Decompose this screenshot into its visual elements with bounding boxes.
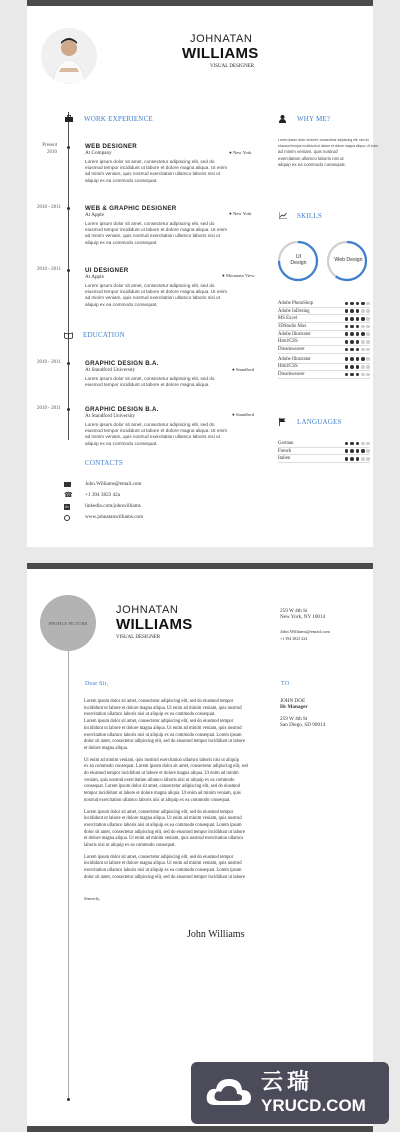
letter-line: incididunt ut labore et dolore magna aliqua. Ut enim ad minim veniam, quis nostrud	[84, 861, 242, 867]
level-dot	[345, 457, 349, 461]
last-name: WILLIAMS	[182, 45, 259, 62]
desc-line: aliquip ex ea commodo consequat.	[85, 239, 158, 245]
linkedin-icon: in	[65, 503, 69, 509]
level-dot	[356, 317, 360, 321]
desc-line: eiusmod tempor incididunt ut labore et dolore magna aliqua. Ut enim	[85, 428, 228, 434]
skill-name: Adobe Illustrator	[278, 331, 311, 337]
avatar	[41, 28, 97, 84]
work-description	[85, 283, 245, 308]
desc-line: Lorem ipsum dolor sit amet, consectetur adipiscing elit, sed do	[85, 159, 215, 164]
letter-line: laboris nisi ut aliquip ex ea commodo consequat.	[84, 843, 176, 849]
skills-title: SKILLS	[297, 212, 322, 220]
job-subtitle: VISUAL DESIGNER	[116, 635, 161, 640]
address-line: 259 W 4th St	[280, 608, 308, 614]
letter-line: incididunt ut labore et dolore magna aliqua. Ut enim ad minim veniam, quis nostrud	[84, 725, 242, 731]
level-dot	[366, 357, 370, 361]
work-date: Present	[42, 143, 57, 148]
skill-row	[278, 331, 370, 339]
desc-line: eiusmod tempor incididunt ut labore et dolore magna aliqua. Ut enim	[85, 165, 228, 171]
level-dot	[366, 457, 370, 461]
letter-line: et dolore magna aliqua. Ut enim ad minim veniam, quis nostrud exercitation ullamco	[84, 836, 244, 842]
edu-description	[85, 376, 245, 388]
desc-line: eiusmod tempor incididunt ut labore et dolore magna aliqua. Ut enim	[278, 144, 378, 149]
timeline-dot	[67, 146, 70, 149]
letter-body	[84, 699, 260, 887]
skill-level-dots	[345, 457, 370, 461]
letter-line: Lorem ipsum dolor sit amet, consectetur adipiscing elit, sed do eiusmod tempor	[84, 699, 234, 704]
contact-phone: +1 394 3823 42a	[85, 492, 121, 499]
letter-line: Ut enim ad minim veniam, quis nostrud exercitation ullamco laboris nisi ut aliquip	[84, 757, 240, 763]
level-dot	[356, 365, 360, 369]
contact-list	[64, 479, 143, 523]
contact-row	[64, 490, 143, 501]
work-location	[229, 150, 252, 156]
level-dot	[350, 449, 354, 453]
level-dot	[350, 309, 354, 313]
skill-level-dots	[345, 302, 370, 306]
contact-row	[64, 512, 143, 523]
language-row	[278, 448, 370, 456]
location-pin-icon: ●	[229, 211, 232, 216]
level-dot	[345, 373, 349, 377]
skill-level-dots	[345, 332, 370, 336]
cloud-logo-icon	[203, 1073, 255, 1113]
letter-line: do eiusmod tempor incididunt ut labore et dolore magna aliqua. Ut enim ad minim	[84, 771, 239, 777]
work-location-text: New York	[232, 150, 252, 155]
person-icon	[278, 114, 286, 123]
level-dot	[356, 340, 360, 344]
edu-school: At Standford University	[85, 413, 136, 419]
level-dot	[350, 332, 354, 336]
skill-level-dots	[345, 365, 370, 369]
letter-line: nostrud exercitation ullamco laboris nisi ut aliquip ex ea commodo consequat.	[84, 797, 231, 803]
level-dot	[350, 340, 354, 344]
skill-circle-label-ui	[277, 254, 320, 266]
language-row	[278, 455, 370, 463]
timeline-dot	[67, 207, 70, 210]
skill-row	[278, 371, 370, 379]
letter-line: dolor sit amet, consectetur adipiscing elit, sed do eiusmod tempor incididunt ut labore	[84, 874, 245, 880]
skill-name: Adobe InDesing	[278, 308, 310, 314]
level-dot	[366, 348, 370, 352]
location-pin-icon: ●	[229, 150, 232, 155]
desc-line: Lorem ipsum dolor sit amet, consectetur adipiscing elit, sed do	[85, 283, 215, 288]
edu-school: At Standford University	[85, 367, 136, 373]
language-row	[278, 440, 370, 448]
contact-row	[64, 501, 143, 512]
sender-email[interactable]: John.Williams@email.com	[280, 629, 330, 634]
letter-closing: Sincerly,	[84, 896, 101, 901]
letter-line: veniam, quis nostrud exercitation ullamco laboris nisi ut aliquip ex ea commodo	[84, 777, 235, 783]
desc-line: ad minim veniam, quis nostrud exercitation ullamco laboris nisi ut	[85, 434, 220, 440]
work-date: 2010 - 2011	[37, 267, 61, 272]
level-dot	[366, 442, 370, 446]
level-dot	[361, 442, 365, 446]
skill-row	[278, 364, 370, 372]
level-dot	[350, 348, 354, 352]
recipient-name: JOHN DOE	[280, 698, 306, 704]
letter-line: dolor sit amet, consectetur adipiscing elit, sed do eiusmod tempor incididunt ut labore	[84, 829, 245, 835]
skill-name: MS Excel	[278, 316, 298, 322]
level-dot	[366, 365, 370, 369]
level-dot	[366, 332, 370, 336]
level-dot	[345, 449, 349, 453]
location-pin-icon: ●	[222, 273, 225, 278]
level-dot	[345, 348, 349, 352]
letter-line: consequat. Lorem ipsum dolor sit amet, consectetur adipiscing elit, sed do eiusmod	[84, 784, 240, 790]
edu-date: 2010 - 2011	[37, 360, 61, 365]
letter-line: Lorem ipsum dolor sit amet, consectetur adipiscing elit, sed do eiusmod tempor	[84, 854, 234, 860]
edu-location-text: Standford	[235, 367, 255, 372]
skill-name: Adobe Illustrator	[278, 356, 311, 362]
work-company: At Apple	[85, 212, 104, 218]
level-dot	[361, 365, 365, 369]
level-dot	[366, 325, 370, 329]
edu-title: GRAPHIC DESIGN B.A.	[85, 406, 159, 413]
desc-line: ad minim veniam, quis nostrud exercitation ullamco laboris nisi ut	[85, 233, 220, 239]
profile-picture-circle	[40, 595, 96, 651]
edu-date: 2010 - 2011	[37, 406, 61, 411]
skill-level-dots	[345, 449, 370, 453]
skill-level-dots	[345, 317, 370, 321]
letter-timeline-line	[68, 651, 69, 1101]
level-dot	[345, 325, 349, 329]
language-name: French	[278, 448, 292, 454]
skill-level-dots	[345, 357, 370, 361]
letter-line: Lorem ipsum dolor sit amet, consectetur adipiscing elit, sed do eiusmod tempor	[84, 719, 234, 725]
skill-level-dots	[345, 340, 370, 344]
skill-row	[278, 308, 370, 316]
language-name: German	[278, 440, 294, 446]
work-company: At Apple	[85, 274, 104, 280]
letter-line: Lorem ipsum dolor sit amet, consectetur adipiscing elit, sed do eiusmod tempor	[84, 809, 234, 815]
level-dot	[356, 302, 360, 306]
timeline-dot	[67, 269, 70, 272]
level-dot	[366, 309, 370, 313]
level-dot	[361, 457, 365, 461]
level-dot	[345, 340, 349, 344]
work-location	[222, 273, 255, 279]
recipient-address: San Diego, SD 90014	[280, 722, 326, 728]
top-bar	[27, 563, 373, 569]
letter-line: ex ea commodo consequat. Lorem ipsum dolor sit amet, consectetur adipiscing elit, sed	[84, 764, 248, 770]
level-dot	[361, 340, 365, 344]
level-dot	[361, 302, 365, 306]
skill-row	[278, 315, 370, 323]
level-dot	[366, 449, 370, 453]
level-dot	[366, 373, 370, 377]
level-dot	[345, 302, 349, 306]
language-name: Italien	[278, 456, 291, 462]
skill-row	[278, 346, 370, 354]
timeline-dot	[67, 408, 70, 411]
level-dot	[366, 302, 370, 306]
work-experience-title: WORK EXPERIENCE	[84, 115, 153, 123]
watermark-badge	[191, 1062, 389, 1124]
work-description	[85, 159, 245, 184]
education-title: EDUCATION	[83, 331, 125, 339]
desc-line: ad minim veniam, quis nostrud exercitation ullamco laboris nisi ut	[85, 295, 220, 301]
work-company: At Company	[85, 150, 112, 156]
letter-line: tempor incididunt ut labore et dolore magna aliqua. Ut enim ad minim veniam, quis	[84, 791, 241, 797]
contact-row	[64, 479, 143, 490]
level-dot	[345, 357, 349, 361]
level-dot	[356, 357, 360, 361]
desc-line: Lorem ipsum dolor sit amet, consectetur adipiscing elit, sed do	[278, 138, 370, 142]
level-dot	[356, 449, 360, 453]
globe-icon	[64, 515, 70, 521]
edu-location	[232, 412, 254, 418]
edu-description	[85, 422, 245, 447]
letter-line: exercitation ullamco laboris nisi ut aliquip ex ea commodo consequat. Lorem ipsum	[84, 868, 242, 874]
work-date-end: 2010	[47, 150, 57, 155]
signature: John Williams	[187, 929, 245, 940]
skill-row	[278, 338, 370, 346]
work-location	[229, 211, 252, 217]
skill-list	[278, 300, 370, 379]
edu-title: GRAPHIC DESIGN B.A.	[85, 360, 159, 367]
letter-line: incididunt ut labore et dolore magna aliqua. Ut enim ad minim veniam, quis nostrud	[84, 816, 242, 822]
letter-paragraph	[84, 810, 260, 850]
skill-row	[278, 300, 370, 308]
level-dot	[345, 309, 349, 313]
letter-line: exercitation ullamco laboris nisi ut aliquip ex ea commodo consequat.	[84, 712, 216, 718]
top-bar	[27, 0, 373, 6]
letter-line: et dolore magna aliqua.	[84, 745, 128, 751]
work-location-text: New York	[232, 211, 252, 216]
level-dot	[361, 348, 365, 352]
skill-level-dots	[345, 309, 370, 313]
level-dot	[356, 332, 360, 336]
contact-linkedin[interactable]: linkedin.com/johnwilliams	[85, 503, 141, 510]
level-dot	[361, 357, 365, 361]
skill-level-dots	[345, 348, 370, 352]
work-date: 2010 - 2011	[37, 205, 61, 210]
to-label: TO	[281, 681, 290, 687]
desc-line: Lorem ipsum dolor sit amet, consectetur adipiscing elit, sed do	[85, 221, 215, 226]
skill-name: Dreamweaver	[278, 372, 305, 378]
letter-line: exercitation ullamco laboris nisi ut aliquip ex ea commodo consequat. Lorem ipsum	[84, 732, 242, 738]
desc-line: eiusmod tempor incididunt ut labore et dolore magna aliqua. Ut enim	[85, 227, 228, 233]
timeline-line	[68, 112, 69, 440]
letter-line: exercitation ullamco laboris nisi ut aliquip ex ea commodo consequat. Lorem ipsum	[84, 822, 242, 828]
work-title: UI DESIGNER	[85, 267, 129, 274]
job-subtitle: VISUAL DESIGNER	[210, 64, 255, 69]
skill-level-dots	[345, 325, 370, 329]
desc-line: aliquip ex ea commodo consequat.	[85, 440, 158, 446]
resume-page	[27, 0, 378, 547]
level-dot	[356, 373, 360, 377]
sender-address	[280, 608, 325, 621]
contact-website[interactable]: www.johnatanwilliams.com	[85, 514, 144, 521]
address-line: New York, NY 10014	[280, 614, 326, 621]
level-dot	[345, 365, 349, 369]
watermark-cn: 云瑞	[261, 1070, 314, 1095]
level-dot	[345, 332, 349, 336]
skill-row	[278, 356, 370, 364]
first-name: JOHNATAN	[116, 604, 179, 616]
level-dot	[350, 457, 354, 461]
level-dot	[361, 325, 365, 329]
desc-line: ad minim veniam, quis nostrud exercitation ullamco laboris nisi ut	[85, 171, 220, 177]
skill-circle-label-web	[326, 257, 371, 263]
skill-level-dots	[345, 373, 370, 377]
level-dot	[350, 373, 354, 377]
bottom-bar	[27, 1126, 373, 1132]
level-dot	[350, 317, 354, 321]
sender-phone: +1 394 3823 424	[280, 636, 308, 641]
desc-line: exercitation ullamco laboris nisi ut	[278, 155, 344, 161]
level-dot	[356, 348, 360, 352]
level-dot	[350, 365, 354, 369]
recipient-address: 259 W 4th St	[280, 716, 308, 722]
skill-row	[278, 323, 370, 331]
level-dot	[366, 340, 370, 344]
level-dot	[356, 442, 360, 446]
location-pin-icon: ●	[232, 412, 235, 417]
why-me-title: WHY ME?	[297, 115, 331, 123]
letter-line: dolor sit amet, consectetur adipiscing elit, sed do eiusmod tempor incididunt ut labore	[84, 739, 245, 745]
cover-letter-page	[27, 563, 373, 1132]
work-description	[85, 221, 245, 246]
why-me-text	[278, 137, 378, 168]
level-dot	[350, 357, 354, 361]
level-dot	[361, 373, 365, 377]
skill-name: Html/CSS	[278, 364, 298, 370]
chart-icon	[278, 211, 287, 219]
briefcase-icon	[64, 114, 73, 122]
level-dot	[356, 309, 360, 313]
level-dot	[350, 442, 354, 446]
letter-paragraph	[84, 855, 260, 882]
desc-line: eiusmod tempor incididunt ut labore et dolore magna aliqua. Ut enim	[85, 289, 228, 295]
work-title: WEB & GRAPHIC DESIGNER	[85, 205, 177, 212]
email-icon	[64, 482, 71, 487]
level-dot	[356, 457, 360, 461]
letter-paragraph	[84, 699, 260, 753]
letter-paragraph	[84, 758, 260, 805]
desc-line: aliquip ex ea commodo consequat.	[85, 301, 158, 307]
level-dot	[356, 325, 360, 329]
edu-location-text: Standford	[235, 412, 255, 417]
last-name: WILLIAMS	[116, 616, 193, 633]
desc-line: Lorem ipsum dolor sit amet, consectetur adipiscing elit, sed do	[85, 376, 215, 381]
watermark-en: YRUCD.COM	[261, 1096, 366, 1115]
timeline-dot	[67, 362, 70, 365]
skill-name: 3DStudio Max	[278, 323, 307, 329]
skill-circle-label: UI Design	[290, 254, 307, 266]
phone-icon: ☎	[64, 491, 73, 499]
level-dot	[361, 449, 365, 453]
desc-line: ad minim veniam, quis nostrud	[278, 149, 338, 155]
level-dot	[366, 317, 370, 321]
desc-line: aliquip ex ea commodo consequat.	[278, 161, 346, 167]
level-dot	[350, 325, 354, 329]
skill-circle-label: Web Design	[334, 257, 363, 263]
level-dot	[345, 442, 349, 446]
timeline-end-dot	[67, 1098, 70, 1101]
flag-icon	[278, 417, 286, 426]
skill-name: Adobe PhotoShop	[278, 300, 314, 306]
level-dot	[361, 309, 365, 313]
recipient-block	[280, 698, 325, 728]
letter-line: incididunt ut labore et dolore magna aliqua. Ut enim ad minim veniam, quis nostrud	[84, 705, 242, 711]
skill-name: Dreamweaver	[278, 346, 305, 352]
contact-email[interactable]: John.Williams@email.com	[85, 481, 142, 488]
language-list	[278, 440, 370, 463]
profile-picture-label: PROFILE PICTURE	[48, 620, 88, 626]
level-dot	[361, 317, 365, 321]
desc-line: Lorem ipsum dolor sit amet, consectetur adipiscing elit, sed do	[85, 422, 215, 427]
work-location-text: Mountain View	[225, 273, 255, 278]
book-icon	[64, 331, 73, 339]
edu-location	[232, 367, 254, 373]
skill-name: Html/CSS	[278, 339, 298, 345]
desc-line: aliquip ex ea commodo consequat.	[85, 177, 158, 183]
level-dot	[350, 302, 354, 306]
location-pin-icon: ●	[232, 367, 235, 372]
level-dot	[361, 332, 365, 336]
desc-line: eiusmod tempor incididunt ut labore et dolore magna aliqua.	[85, 382, 210, 388]
first-name: JOHNATAN	[190, 33, 253, 45]
work-title: WEB DESIGNER	[85, 143, 138, 150]
recipient-role: Hr Manager	[280, 704, 308, 710]
contacts-title: CONTACTS	[85, 459, 123, 467]
skill-level-dots	[345, 442, 370, 446]
level-dot	[345, 317, 349, 321]
letter-greeting: Dear Sir,	[85, 681, 109, 687]
languages-title: LANGUAGES	[297, 418, 342, 426]
